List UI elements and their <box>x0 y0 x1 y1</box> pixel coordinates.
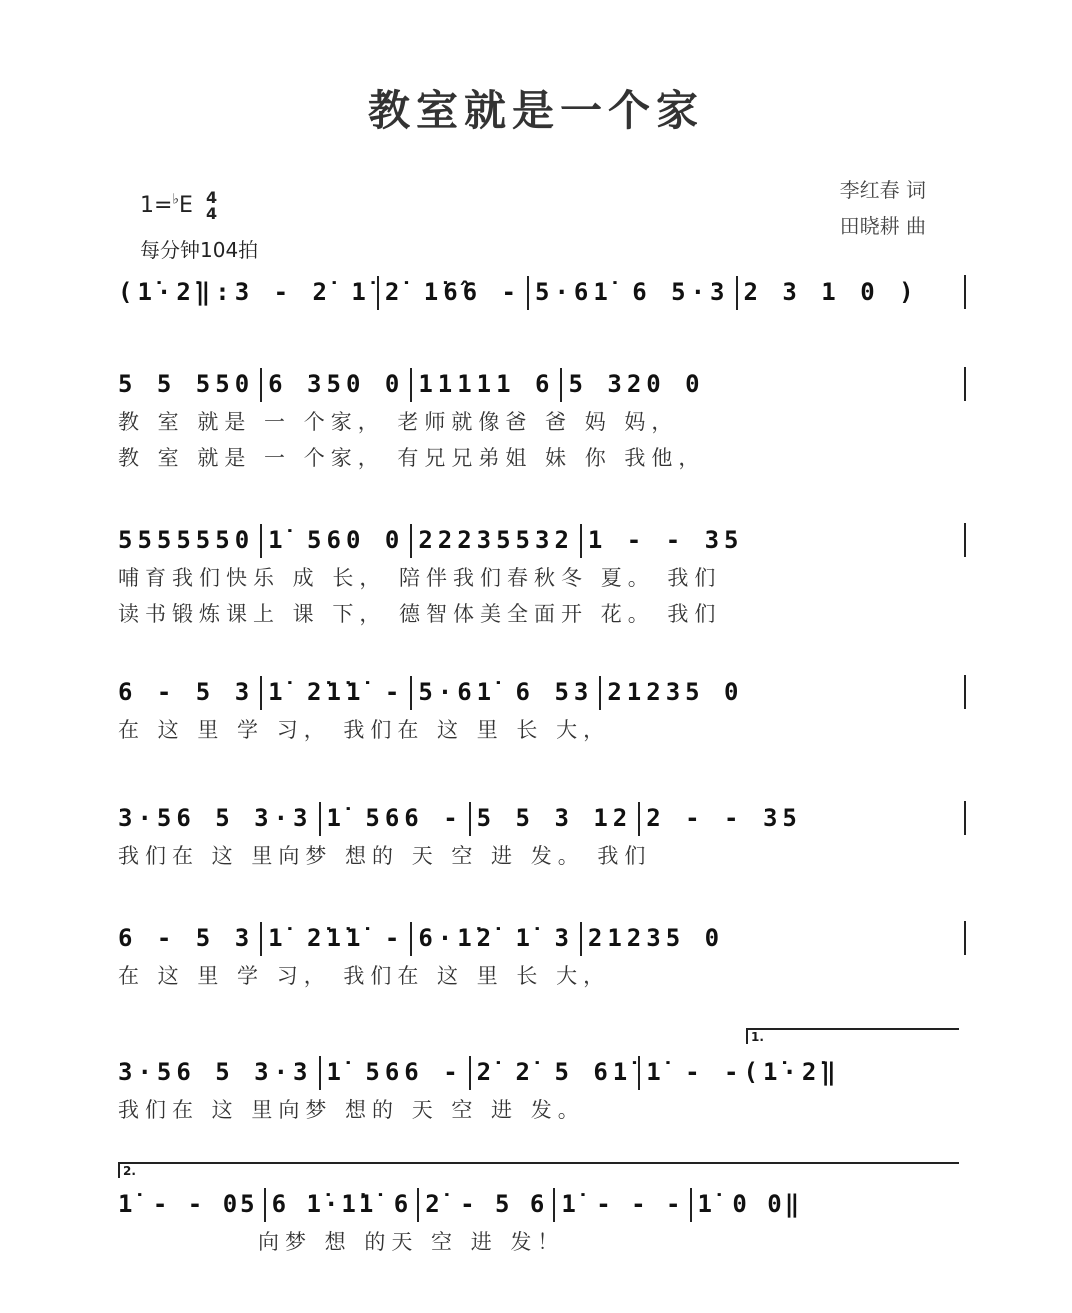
lyric-verse-2: 读书锻炼课上 课 下， 德智体美全面开 花。 我们 <box>118 602 722 626</box>
notes-line-3 <box>118 672 966 712</box>
lyric-verse-2: 教 室 就是 一 个家， 有兄兄弟姐 妹 你 我他， <box>118 446 706 470</box>
lyric-verse-1: 教 室 就是 一 个家， 老师就像爸 爸 妈 妈， <box>118 410 679 434</box>
measure: 11111 6 <box>418 370 555 398</box>
lyric-verse-1: 在 这 里 学 习， 我们在 这 里 长 大， <box>118 964 611 988</box>
score-line-1 <box>118 364 966 476</box>
notes-line-7 <box>118 1184 966 1224</box>
time-signature <box>206 190 217 222</box>
measure: 2̇ 1̇6̂6 - <box>384 278 521 306</box>
composer-name: 田晓耕 <box>839 214 900 238</box>
measure: 5 5 3 12 <box>476 804 633 832</box>
notes-line-6 <box>118 1052 966 1092</box>
credits <box>840 172 926 244</box>
song-title: 教室就是一个家 <box>367 86 704 135</box>
measure: 1̇ - -(1̇·2̇‖ <box>646 1058 841 1086</box>
measure: 21235 0 <box>587 924 725 952</box>
measure: 5 5 550 <box>118 370 255 398</box>
measure: 1̇ 560 0 <box>268 526 405 554</box>
lyricist-role: 词 <box>906 178 926 202</box>
score-line-4 <box>118 798 966 874</box>
tempo-marking: 每分钟104拍 <box>140 238 259 262</box>
measure: 2 3 1 0 ) <box>743 278 919 306</box>
measure: 1̇ - - 05 <box>118 1190 258 1218</box>
key-label: 1= <box>140 193 173 218</box>
time-top: 4 <box>205 188 218 207</box>
measure: 5555550 <box>118 526 255 554</box>
measure: 22235532 <box>418 526 574 554</box>
notes-intro <box>118 272 966 312</box>
lyricist-name: 李红春 <box>839 178 900 202</box>
score-line-3 <box>118 672 966 748</box>
measure: 1̇ 566 - <box>326 1058 463 1086</box>
lyric-verse-1: 哺育我们快乐 成 长， 陪伴我们春秋冬 夏。 我们 <box>118 566 722 590</box>
measure: 1̇ 2̇1̇1̇ - <box>268 678 405 706</box>
measure: 6 - 5 3 <box>118 678 255 706</box>
measure: 1̇ 2̇1̇1̇ - <box>268 924 405 952</box>
key-signature <box>140 190 217 222</box>
measure: 3·56 5 3·3 <box>118 804 313 832</box>
second-ending-bracket: 2. <box>118 1162 959 1178</box>
measure: 1̇ - - - <box>561 1190 684 1218</box>
flat-sign: ♭ <box>172 191 180 208</box>
score-line-6 <box>118 1052 966 1128</box>
score-line-7 <box>118 1184 966 1260</box>
lyric-verse-1: 向梦 想 的天 空 进 发！ <box>258 1230 565 1254</box>
lyric-verse-1: 我们在 这 里向梦 想的 天 空 进 发。 <box>118 1098 585 1122</box>
measure: 2 - - 35 <box>646 804 802 832</box>
measure: (1̇·2̇‖:3 - 2̇ 1̇ <box>118 278 371 306</box>
measure: 6 - 5 3 <box>118 924 255 952</box>
time-bottom: 4 <box>205 204 218 223</box>
score-line-intro <box>118 272 966 312</box>
measure: 6 1̇·1̇1̇ 6 <box>271 1190 412 1218</box>
composer-credit <box>840 208 926 244</box>
first-ending-bracket: 1. <box>746 1028 959 1044</box>
measure: 5·61̇ 6 5·3 <box>535 278 730 306</box>
lyric-verse-1: 我们在 这 里向梦 想的 天 空 进 发。 我们 <box>118 844 652 868</box>
measure: 1̇ 0 0‖ <box>697 1190 803 1218</box>
measure: 6·1̇2̇ 1̇ 3 <box>418 924 574 952</box>
measure: 1̇ 566 - <box>326 804 463 832</box>
measure: 21235 0 <box>607 678 744 706</box>
lyric-verse-1: 在 这 里 学 习， 我们在 这 里 长 大， <box>118 718 611 742</box>
measure: 2̇ 2̇ 5 61̇ <box>476 1058 633 1086</box>
notes-line-2 <box>118 520 966 560</box>
measure: 2̇ - 5 6 <box>425 1190 548 1218</box>
lyricist-credit <box>840 172 926 208</box>
notes-line-1 <box>118 364 966 404</box>
score-line-2 <box>118 520 966 632</box>
measure: 5 320 0 <box>568 370 705 398</box>
measure: 1 - - 35 <box>587 526 744 554</box>
score-line-5 <box>118 918 966 994</box>
measure: 5·61̇ 6 53 <box>418 678 594 706</box>
measure: 6 350 0 <box>268 370 405 398</box>
notes-line-5 <box>118 918 966 958</box>
composer-role: 曲 <box>906 214 926 238</box>
notes-line-4 <box>118 798 966 838</box>
key-note: E <box>179 193 193 218</box>
measure: 3·56 5 3·3 <box>118 1058 313 1086</box>
